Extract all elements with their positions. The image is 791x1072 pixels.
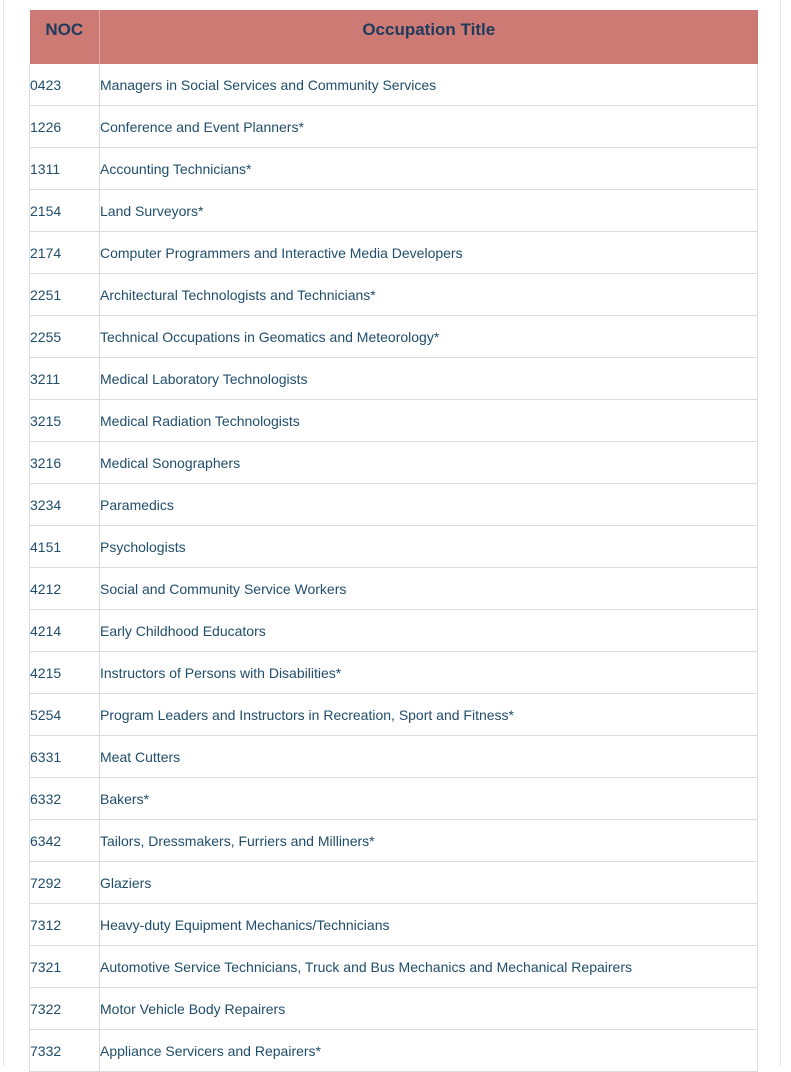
noc-code-cell: 2255 [30, 316, 100, 358]
noc-code-cell: 4215 [30, 652, 100, 694]
table-row [30, 316, 758, 358]
occupation-title-cell: Social and Community Service Workers [100, 568, 758, 610]
noc-code-cell: 4214 [30, 610, 100, 652]
table-row [30, 148, 758, 190]
occupation-title-cell: Paramedics [100, 484, 758, 526]
noc-code-cell: 6342 [30, 820, 100, 862]
noc-code-cell: 2174 [30, 232, 100, 274]
noc-code-cell: 0423 [30, 64, 100, 106]
occupation-title-cell: Conference and Event Planners* [100, 106, 758, 148]
table-row [30, 862, 758, 904]
table-row [30, 778, 758, 820]
header-noc: NOC [30, 10, 100, 64]
table-row [30, 988, 758, 1030]
table-row [30, 484, 758, 526]
table-row [30, 442, 758, 484]
noc-code-cell: 7332 [30, 1030, 100, 1072]
occupation-title-cell: Technical Occupations in Geomatics and Meteorology* [100, 316, 758, 358]
table-row [30, 946, 758, 988]
table-row [30, 694, 758, 736]
noc-code-cell: 6331 [30, 736, 100, 778]
noc-code-cell: 3215 [30, 400, 100, 442]
occupation-title-cell: Tailors, Dressmakers, Furriers and Milliners* [100, 820, 758, 862]
occupation-title-cell: Medical Sonographers [100, 442, 758, 484]
noc-code-cell: 3216 [30, 442, 100, 484]
noc-code-cell: 1226 [30, 106, 100, 148]
occupation-title-cell: Managers in Social Services and Community Services [100, 64, 758, 106]
occupation-title-cell: Medical Radiation Technologists [100, 400, 758, 442]
occupation-title-cell: Medical Laboratory Technologists [100, 358, 758, 400]
header-row [30, 10, 758, 64]
occupation-title-cell: Accounting Technicians* [100, 148, 758, 190]
table-row [30, 64, 758, 106]
noc-code-cell: 1311 [30, 148, 100, 190]
table-row [30, 1030, 758, 1072]
occupation-title-cell: Computer Programmers and Interactive Media Developers [100, 232, 758, 274]
table-row [30, 358, 758, 400]
table-row [30, 400, 758, 442]
occupation-title-cell: Glaziers [100, 862, 758, 904]
table-row [30, 106, 758, 148]
table-row [30, 232, 758, 274]
noc-code-cell: 6332 [30, 778, 100, 820]
noc-code-cell: 7321 [30, 946, 100, 988]
noc-code-cell: 7312 [30, 904, 100, 946]
noc-code-cell: 2154 [30, 190, 100, 232]
table-row [30, 652, 758, 694]
noc-code-cell: 7322 [30, 988, 100, 1030]
occupation-title-cell: Bakers* [100, 778, 758, 820]
noc-code-cell: 7292 [30, 862, 100, 904]
occupation-title-cell: Meat Cutters [100, 736, 758, 778]
noc-code-cell: 4212 [30, 568, 100, 610]
occupation-title-cell: Program Leaders and Instructors in Recreation, Sport and Fitness* [100, 694, 758, 736]
noc-occupation-table [29, 10, 758, 1072]
table-row [30, 610, 758, 652]
table-row [30, 526, 758, 568]
occupation-title-cell: Automotive Service Technicians, Truck and Bus Mechanics and Mechanical Repairers [100, 946, 758, 988]
noc-code-cell: 2251 [30, 274, 100, 316]
occupation-title-cell: Psychologists [100, 526, 758, 568]
occupation-title-cell: Heavy-duty Equipment Mechanics/Technicians [100, 904, 758, 946]
noc-code-cell: 3234 [30, 484, 100, 526]
occupation-title-cell: Land Surveyors* [100, 190, 758, 232]
noc-code-cell: 5254 [30, 694, 100, 736]
occupation-title-cell: Appliance Servicers and Repairers* [100, 1030, 758, 1072]
table-row [30, 190, 758, 232]
occupation-title-cell: Instructors of Persons with Disabilities* [100, 652, 758, 694]
occupation-title-cell: Architectural Technologists and Technicians* [100, 274, 758, 316]
header-occupation-title: Occupation Title [100, 10, 758, 64]
table-row [30, 736, 758, 778]
table-row [30, 568, 758, 610]
table-header [30, 10, 758, 64]
table-row [30, 820, 758, 862]
table-row [30, 904, 758, 946]
table-row [30, 274, 758, 316]
noc-code-cell: 4151 [30, 526, 100, 568]
noc-code-cell: 3211 [30, 358, 100, 400]
table-body [30, 64, 758, 1072]
occupation-title-cell: Motor Vehicle Body Repairers [100, 988, 758, 1030]
occupation-title-cell: Early Childhood Educators [100, 610, 758, 652]
